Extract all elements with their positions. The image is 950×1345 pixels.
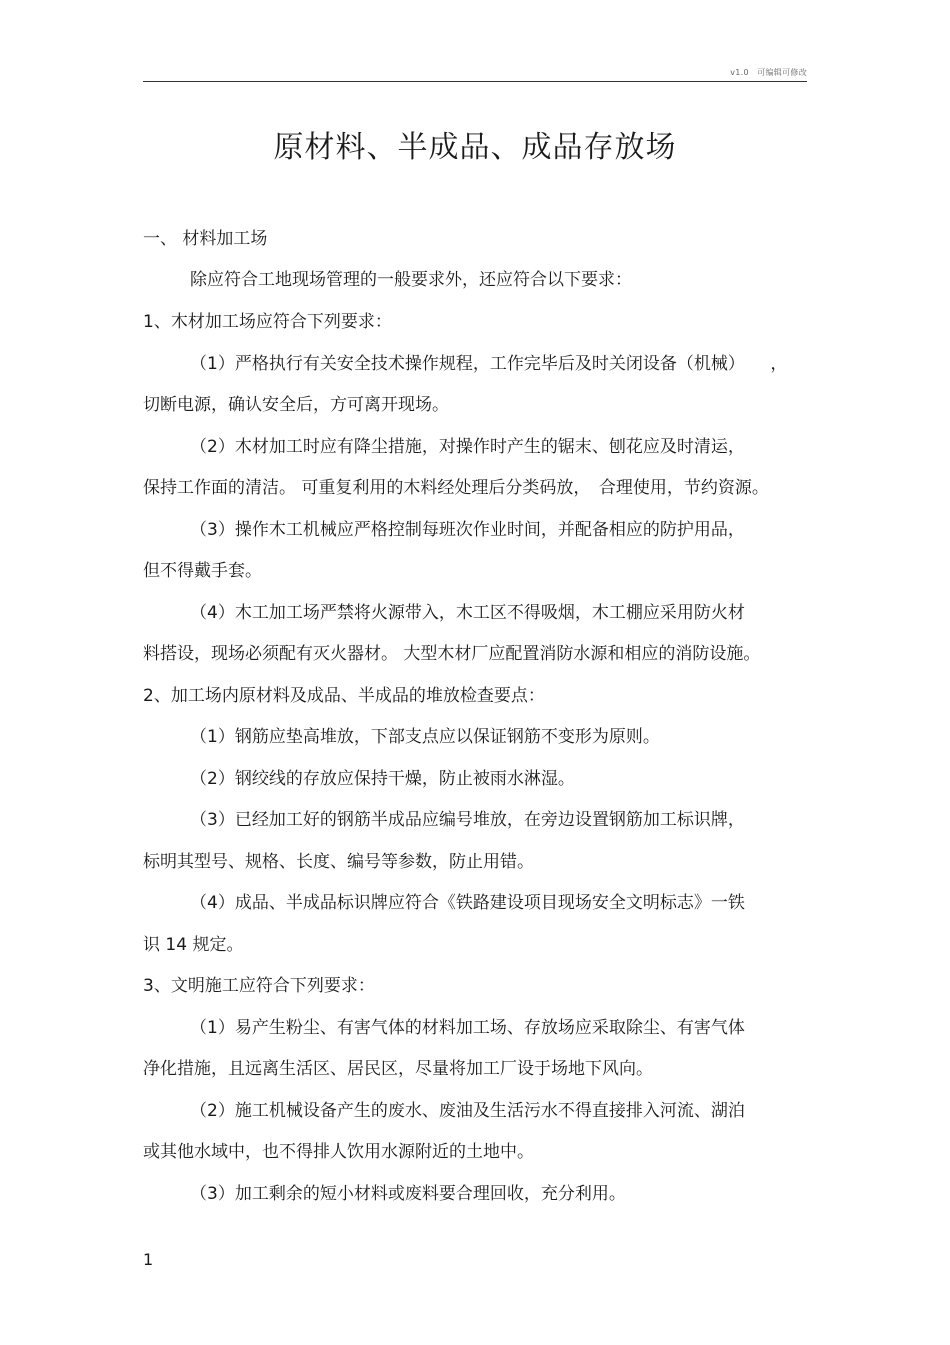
paragraph-line: 但不得戴手套。 (143, 561, 262, 581)
paragraph-line: （3）已经加工好的钢筋半成品应编号堆放，在旁边设置钢筋加工标识牌， (190, 810, 745, 830)
subsection-heading-stacking: 2、加工场内原材料及成品、半成品的堆放检查要点： (143, 686, 545, 706)
paragraph-line: 切断电源，确认安全后，方可离开现场。 (143, 395, 449, 415)
page-number: 1 (143, 1250, 154, 1269)
paragraph-line: 识 14 规定。 (143, 935, 244, 955)
paragraph-line: 料搭设，现场必须配有灭火器材。 大型木材厂应配置消防水源和相应的消防设施。 (143, 644, 761, 664)
paragraph-line: 净化措施，且远离生活区、居民区，尽量将加工厂设于场地下风向。 (143, 1059, 653, 1079)
subsection-heading-civilized-construction: 3、文明施工应符合下列要求： (143, 976, 375, 996)
header-divider (143, 81, 807, 82)
paragraph-line: （4）木工加工场严禁将火源带入，木工区不得吸烟，木工棚应采用防火材 (190, 603, 745, 623)
paragraph-line: （3）加工剩余的短小材料或废料要合理回收，充分利用。 (190, 1184, 626, 1204)
header-version-note: v1.0 可编辑可修改 (730, 68, 807, 77)
paragraph-line: （2）木材加工时应有降尘措施，对操作时产生的锯末、刨花应及时清运， (190, 437, 745, 457)
paragraph-line: 除应符合工地现场管理的一般要求外，还应符合以下要求： (190, 270, 632, 290)
section-heading-materials-yard: 一、 材料加工场 (143, 229, 268, 249)
paragraph-line: （2）钢绞线的存放应保持干燥，防止被雨水淋湿。 (190, 769, 575, 789)
paragraph-line: 保持工作面的清洁。 可重复利用的木料经处理后分类码放， 合理使用，节约资源。 (143, 478, 769, 498)
paragraph-line: （3）操作木工机械应严格控制每班次作业时间，并配备相应的防护用品， (190, 520, 745, 540)
paragraph-line: （4）成品、半成品标识牌应符合《铁路建设项目现场安全文明标志》一铁 (190, 893, 745, 913)
paragraph-line: 或其他水域中，也不得排人饮用水源附近的土地中。 (143, 1142, 534, 1162)
document-title: 原材料、半成品、成品存放场 (273, 130, 677, 165)
subsection-heading-wood-yard: 1、木材加工场应符合下列要求： (143, 312, 392, 332)
paragraph-line: 标明其型号、规格、长度、编号等参数，防止用错。 (143, 852, 534, 872)
paragraph-line: （1）易产生粉尘、有害气体的材料加工场、存放场应采取除尘、有害气体 (190, 1018, 745, 1038)
paragraph-line: （2）施工机械设备产生的废水、废油及生活污水不得直接排入河流、湖泊 (190, 1101, 745, 1121)
paragraph-line: （1）严格执行有关安全技术操作规程，工作完毕后及时关闭设备（机械） ， (190, 354, 788, 374)
paragraph-line: （1）钢筋应垫高堆放，下部支点应以保证钢筋不变形为原则。 (190, 727, 660, 747)
